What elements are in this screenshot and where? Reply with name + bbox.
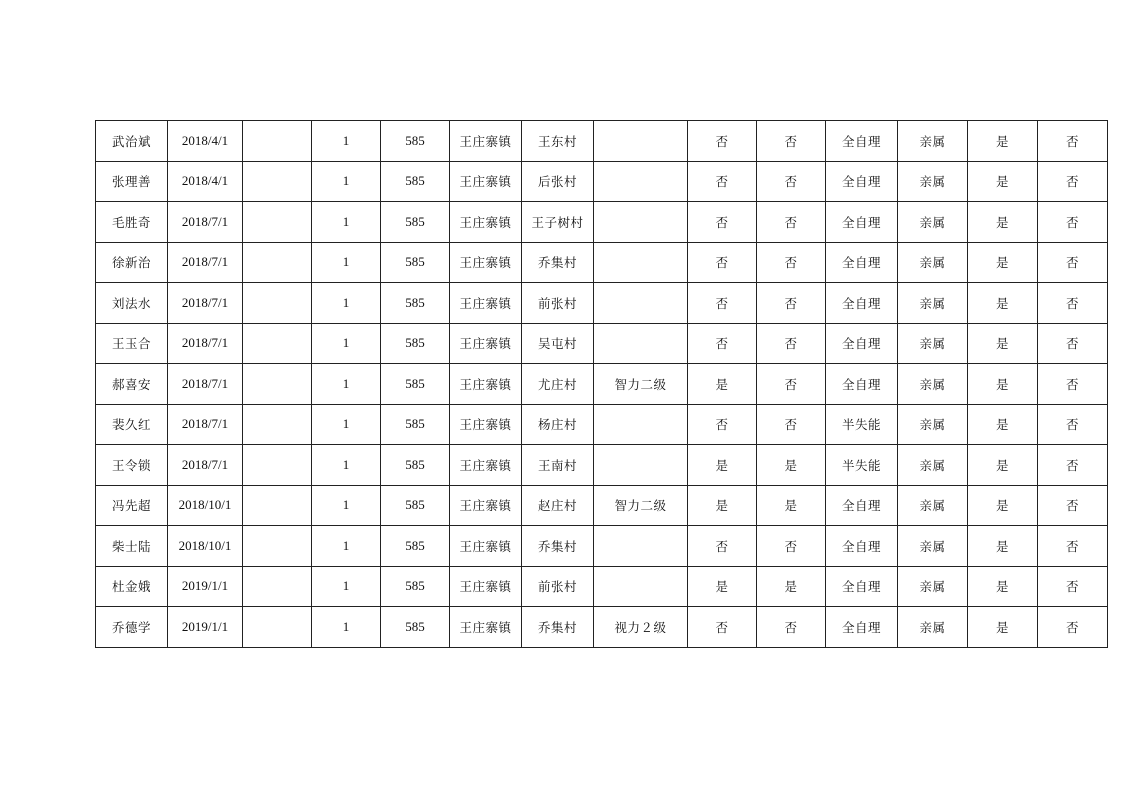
name-cell: 郝喜安 (96, 364, 168, 405)
flag-b-cell: 是 (757, 445, 826, 486)
amount-cell: 585 (381, 364, 450, 405)
date-cell: 2018/10/1 (168, 526, 243, 567)
date-cell: 2018/10/1 (168, 485, 243, 526)
date-cell: 2018/7/1 (168, 445, 243, 486)
town-cell: 王庄寨镇 (450, 526, 522, 567)
disability-cell (594, 323, 688, 364)
village-cell: 乔集村 (522, 242, 594, 283)
flag-c-cell: 是 (968, 161, 1038, 202)
caregiver-cell: 亲属 (898, 364, 968, 405)
amount-cell: 585 (381, 526, 450, 567)
name-cell: 徐新治 (96, 242, 168, 283)
count-cell: 1 (312, 445, 381, 486)
flag-d-cell: 否 (1038, 242, 1108, 283)
disability-cell: 视力２级 (594, 607, 688, 648)
flag-c-cell: 是 (968, 283, 1038, 324)
flag-a-cell: 否 (688, 121, 757, 162)
flag-a-cell: 否 (688, 202, 757, 243)
name-cell: 裴久红 (96, 404, 168, 445)
blank-cell (243, 323, 312, 364)
blank-cell (243, 161, 312, 202)
caregiver-cell: 亲属 (898, 323, 968, 364)
amount-cell: 585 (381, 323, 450, 364)
amount-cell: 585 (381, 161, 450, 202)
village-cell: 前张村 (522, 566, 594, 607)
amount-cell: 585 (381, 242, 450, 283)
table-row (96, 526, 1108, 567)
village-cell: 尤庄村 (522, 364, 594, 405)
count-cell: 1 (312, 283, 381, 324)
town-cell: 王庄寨镇 (450, 566, 522, 607)
table-row (96, 364, 1108, 405)
table-row (96, 323, 1108, 364)
date-cell: 2018/7/1 (168, 404, 243, 445)
flag-d-cell: 否 (1038, 202, 1108, 243)
flag-c-cell: 是 (968, 607, 1038, 648)
disability-cell: 智力二级 (594, 364, 688, 405)
date-cell: 2018/7/1 (168, 202, 243, 243)
caregiver-cell: 亲属 (898, 445, 968, 486)
disability-cell (594, 161, 688, 202)
care-level-cell: 全自理 (826, 607, 898, 648)
name-cell: 张理善 (96, 161, 168, 202)
blank-cell (243, 445, 312, 486)
flag-c-cell: 是 (968, 526, 1038, 567)
caregiver-cell: 亲属 (898, 404, 968, 445)
blank-cell (243, 607, 312, 648)
care-level-cell: 全自理 (826, 121, 898, 162)
table-row (96, 607, 1108, 648)
disability-cell (594, 283, 688, 324)
care-level-cell: 全自理 (826, 323, 898, 364)
care-level-cell: 半失能 (826, 404, 898, 445)
caregiver-cell: 亲属 (898, 161, 968, 202)
care-level-cell: 全自理 (826, 364, 898, 405)
care-level-cell: 全自理 (826, 485, 898, 526)
flag-d-cell: 否 (1038, 485, 1108, 526)
town-cell: 王庄寨镇 (450, 485, 522, 526)
flag-b-cell: 是 (757, 566, 826, 607)
care-level-cell: 全自理 (826, 526, 898, 567)
amount-cell: 585 (381, 283, 450, 324)
date-cell: 2018/7/1 (168, 323, 243, 364)
date-cell: 2019/1/1 (168, 607, 243, 648)
town-cell: 王庄寨镇 (450, 445, 522, 486)
disability-cell (594, 121, 688, 162)
flag-d-cell: 否 (1038, 323, 1108, 364)
count-cell: 1 (312, 485, 381, 526)
flag-a-cell: 否 (688, 526, 757, 567)
blank-cell (243, 526, 312, 567)
caregiver-cell: 亲属 (898, 526, 968, 567)
amount-cell: 585 (381, 445, 450, 486)
caregiver-cell: 亲属 (898, 242, 968, 283)
table-row (96, 202, 1108, 243)
care-level-cell: 全自理 (826, 202, 898, 243)
flag-d-cell: 否 (1038, 283, 1108, 324)
flag-a-cell: 否 (688, 161, 757, 202)
flag-c-cell: 是 (968, 566, 1038, 607)
care-level-cell: 全自理 (826, 161, 898, 202)
records-table (95, 120, 1108, 648)
flag-d-cell: 否 (1038, 607, 1108, 648)
flag-a-cell: 是 (688, 485, 757, 526)
count-cell: 1 (312, 121, 381, 162)
date-cell: 2018/7/1 (168, 242, 243, 283)
caregiver-cell: 亲属 (898, 202, 968, 243)
caregiver-cell: 亲属 (898, 607, 968, 648)
date-cell: 2018/7/1 (168, 283, 243, 324)
count-cell: 1 (312, 202, 381, 243)
flag-c-cell: 是 (968, 242, 1038, 283)
blank-cell (243, 202, 312, 243)
blank-cell (243, 283, 312, 324)
name-cell: 杜金娥 (96, 566, 168, 607)
name-cell: 王令锁 (96, 445, 168, 486)
table-row (96, 566, 1108, 607)
date-cell: 2018/7/1 (168, 364, 243, 405)
flag-d-cell: 否 (1038, 161, 1108, 202)
count-cell: 1 (312, 404, 381, 445)
flag-c-cell: 是 (968, 485, 1038, 526)
flag-b-cell: 否 (757, 242, 826, 283)
flag-a-cell: 否 (688, 283, 757, 324)
count-cell: 1 (312, 566, 381, 607)
blank-cell (243, 364, 312, 405)
caregiver-cell: 亲属 (898, 283, 968, 324)
flag-c-cell: 是 (968, 404, 1038, 445)
flag-a-cell: 否 (688, 323, 757, 364)
flag-b-cell: 否 (757, 121, 826, 162)
name-cell: 毛胜奇 (96, 202, 168, 243)
name-cell: 王玉合 (96, 323, 168, 364)
flag-a-cell: 否 (688, 607, 757, 648)
flag-a-cell: 是 (688, 445, 757, 486)
flag-d-cell: 否 (1038, 404, 1108, 445)
flag-c-cell: 是 (968, 323, 1038, 364)
town-cell: 王庄寨镇 (450, 404, 522, 445)
flag-b-cell: 否 (757, 526, 826, 567)
disability-cell: 智力二级 (594, 485, 688, 526)
caregiver-cell: 亲属 (898, 566, 968, 607)
count-cell: 1 (312, 323, 381, 364)
table-body (96, 121, 1108, 648)
town-cell: 王庄寨镇 (450, 283, 522, 324)
village-cell: 乔集村 (522, 526, 594, 567)
village-cell: 吴屯村 (522, 323, 594, 364)
amount-cell: 585 (381, 202, 450, 243)
name-cell: 武治斌 (96, 121, 168, 162)
flag-d-cell: 否 (1038, 121, 1108, 162)
flag-a-cell: 是 (688, 364, 757, 405)
flag-a-cell: 否 (688, 404, 757, 445)
care-level-cell: 全自理 (826, 242, 898, 283)
disability-cell (594, 526, 688, 567)
name-cell: 柴士陆 (96, 526, 168, 567)
care-level-cell: 全自理 (826, 283, 898, 324)
table-row (96, 121, 1108, 162)
town-cell: 王庄寨镇 (450, 607, 522, 648)
flag-b-cell: 否 (757, 283, 826, 324)
town-cell: 王庄寨镇 (450, 161, 522, 202)
flag-b-cell: 否 (757, 364, 826, 405)
table-row (96, 404, 1108, 445)
table-row (96, 445, 1108, 486)
flag-c-cell: 是 (968, 445, 1038, 486)
caregiver-cell: 亲属 (898, 485, 968, 526)
table-row (96, 242, 1108, 283)
village-cell: 王东村 (522, 121, 594, 162)
disability-cell (594, 445, 688, 486)
flag-b-cell: 是 (757, 485, 826, 526)
count-cell: 1 (312, 161, 381, 202)
name-cell: 刘法水 (96, 283, 168, 324)
flag-d-cell: 否 (1038, 526, 1108, 567)
disability-cell (594, 404, 688, 445)
amount-cell: 585 (381, 607, 450, 648)
date-cell: 2018/4/1 (168, 121, 243, 162)
village-cell: 乔集村 (522, 607, 594, 648)
village-cell: 前张村 (522, 283, 594, 324)
caregiver-cell: 亲属 (898, 121, 968, 162)
flag-c-cell: 是 (968, 202, 1038, 243)
blank-cell (243, 485, 312, 526)
amount-cell: 585 (381, 404, 450, 445)
blank-cell (243, 121, 312, 162)
flag-d-cell: 否 (1038, 364, 1108, 405)
disability-cell (594, 566, 688, 607)
name-cell: 乔德学 (96, 607, 168, 648)
town-cell: 王庄寨镇 (450, 364, 522, 405)
village-cell: 赵庄村 (522, 485, 594, 526)
flag-b-cell: 否 (757, 202, 826, 243)
flag-b-cell: 否 (757, 607, 826, 648)
flag-c-cell: 是 (968, 364, 1038, 405)
flag-c-cell: 是 (968, 121, 1038, 162)
flag-d-cell: 否 (1038, 566, 1108, 607)
village-cell: 王南村 (522, 445, 594, 486)
care-level-cell: 全自理 (826, 566, 898, 607)
disability-cell (594, 202, 688, 243)
flag-d-cell: 否 (1038, 445, 1108, 486)
village-cell: 后张村 (522, 161, 594, 202)
care-level-cell: 半失能 (826, 445, 898, 486)
blank-cell (243, 566, 312, 607)
amount-cell: 585 (381, 121, 450, 162)
town-cell: 王庄寨镇 (450, 323, 522, 364)
village-cell: 杨庄村 (522, 404, 594, 445)
table-row (96, 485, 1108, 526)
blank-cell (243, 242, 312, 283)
table-row (96, 161, 1108, 202)
town-cell: 王庄寨镇 (450, 121, 522, 162)
flag-b-cell: 否 (757, 323, 826, 364)
flag-b-cell: 否 (757, 161, 826, 202)
count-cell: 1 (312, 364, 381, 405)
town-cell: 王庄寨镇 (450, 242, 522, 283)
flag-a-cell: 否 (688, 242, 757, 283)
name-cell: 冯先超 (96, 485, 168, 526)
disability-cell (594, 242, 688, 283)
count-cell: 1 (312, 242, 381, 283)
amount-cell: 585 (381, 485, 450, 526)
blank-cell (243, 404, 312, 445)
amount-cell: 585 (381, 566, 450, 607)
count-cell: 1 (312, 607, 381, 648)
date-cell: 2018/4/1 (168, 161, 243, 202)
flag-a-cell: 是 (688, 566, 757, 607)
count-cell: 1 (312, 526, 381, 567)
date-cell: 2019/1/1 (168, 566, 243, 607)
table-row (96, 283, 1108, 324)
flag-b-cell: 否 (757, 404, 826, 445)
town-cell: 王庄寨镇 (450, 202, 522, 243)
village-cell: 王子树村 (522, 202, 594, 243)
